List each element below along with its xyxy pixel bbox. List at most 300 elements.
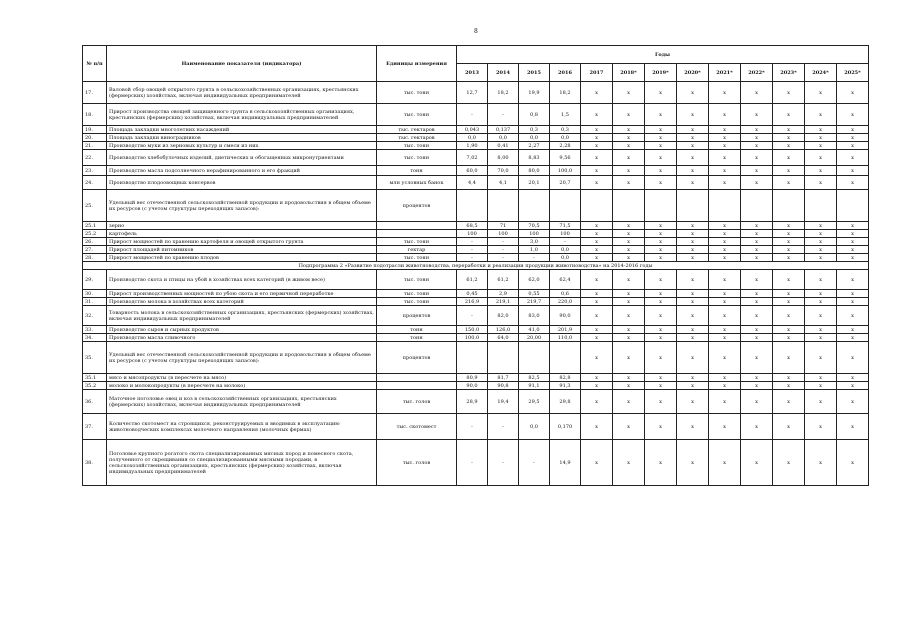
value-cell: х [581, 126, 613, 134]
value-cell: - [519, 254, 550, 262]
unit-cell: тыс. гектаров [377, 126, 457, 134]
value-cell: х [741, 374, 773, 382]
value-cell: 100,0 [457, 334, 488, 342]
value-cell: 20,7 [550, 176, 581, 190]
value-cell: х [677, 104, 709, 126]
value-cell: х [709, 166, 741, 176]
value-cell: х [613, 440, 645, 486]
header-year: 2019* [645, 64, 677, 82]
value-cell: х [805, 222, 837, 230]
value-cell [805, 190, 837, 222]
value-cell: х [677, 306, 709, 326]
value-cell: 61,2 [457, 270, 488, 290]
value-cell: х [645, 222, 677, 230]
table-row [83, 104, 869, 126]
value-cell: х [677, 374, 709, 382]
value-cell: 71 [488, 222, 519, 230]
value-cell: х [773, 334, 805, 342]
table-row [83, 222, 869, 230]
row-number: 38. [83, 440, 107, 486]
header-year: 2014 [488, 64, 519, 82]
value-cell: х [837, 440, 869, 486]
value-cell: х [645, 414, 677, 440]
value-cell: х [773, 306, 805, 326]
value-cell: х [805, 374, 837, 382]
value-cell: 100 [488, 230, 519, 238]
value-cell: 68,5 [457, 222, 488, 230]
value-cell: х [645, 238, 677, 246]
value-cell [581, 190, 613, 222]
value-cell: х [645, 298, 677, 306]
value-cell: х [773, 104, 805, 126]
value-cell: х [837, 82, 869, 104]
table-row [83, 230, 869, 238]
value-cell: х [613, 142, 645, 150]
value-cell: х [709, 150, 741, 166]
value-cell: 100 [519, 230, 550, 238]
unit-cell: тыс. тонн [377, 290, 457, 298]
value-cell: х [805, 150, 837, 166]
indicator-name: Удельный вес отечественной сельскохозяйственной продукции и продовольствия в общем объеме их ресурсов (с учетом структуры переходящих запасов): [107, 342, 377, 374]
unit-cell: тыс. тонн [377, 238, 457, 246]
value-cell: х [805, 254, 837, 262]
value-cell: х [645, 246, 677, 254]
value-cell: 80,9 [457, 374, 488, 382]
value-cell: х [645, 142, 677, 150]
value-cell: х [677, 390, 709, 414]
value-cell: х [773, 238, 805, 246]
row-number: 36. [83, 390, 107, 414]
value-cell: х [773, 290, 805, 298]
value-cell: 62,0 [519, 270, 550, 290]
header-num: № п/п [83, 46, 107, 82]
value-cell: х [805, 290, 837, 298]
value-cell: х [645, 382, 677, 390]
value-cell: 0,3 [550, 126, 581, 134]
value-cell: 18,2 [550, 82, 581, 104]
value-cell: х [581, 254, 613, 262]
value-cell [550, 190, 581, 222]
indicator-name: Количество скотомест на строящихся, реконструируемых и вводимых в эксплуатацию животноводческих комплексах молочного направления (молочных фермах) [107, 414, 377, 440]
value-cell: х [677, 134, 709, 142]
value-cell: 9,56 [550, 150, 581, 166]
value-cell: х [677, 254, 709, 262]
value-cell: 82,8 [550, 374, 581, 382]
value-cell: х [837, 150, 869, 166]
table-row [83, 176, 869, 190]
value-cell: х [741, 104, 773, 126]
value-cell: х [645, 254, 677, 262]
value-cell: - [488, 414, 519, 440]
value-cell: 150,0 [457, 326, 488, 334]
value-cell: х [677, 230, 709, 238]
value-cell: х [837, 134, 869, 142]
value-cell: х [709, 246, 741, 254]
value-cell: х [581, 238, 613, 246]
value-cell: х [837, 414, 869, 440]
value-cell: - [457, 306, 488, 326]
unit-cell: тонн [377, 166, 457, 176]
value-cell: - [457, 104, 488, 126]
value-cell: 0,170 [550, 414, 581, 440]
value-cell: х [837, 222, 869, 230]
value-cell: 90,8 [488, 382, 519, 390]
value-cell: х [581, 134, 613, 142]
table-row [83, 82, 869, 104]
value-cell: х [613, 326, 645, 334]
table-row [83, 270, 869, 290]
value-cell: х [773, 230, 805, 238]
value-cell: х [677, 298, 709, 306]
value-cell: х [613, 290, 645, 298]
value-cell: 2,28 [550, 142, 581, 150]
value-cell: х [773, 254, 805, 262]
unit-cell [377, 374, 457, 382]
indicator-name: Производство муки из зерновых культур и смеси из них [107, 142, 377, 150]
value-cell: х [709, 176, 741, 190]
value-cell [645, 190, 677, 222]
value-cell: х [805, 134, 837, 142]
value-cell: х [581, 166, 613, 176]
value-cell: х [645, 334, 677, 342]
value-cell: х [805, 440, 837, 486]
indicator-name: картофель [107, 230, 377, 238]
row-number: 37. [83, 414, 107, 440]
header-year: 2025* [837, 64, 869, 82]
table-row [83, 134, 869, 142]
unit-cell: тыс. голов [377, 440, 457, 486]
value-cell: х [773, 342, 805, 374]
value-cell: 0,043 [457, 126, 488, 134]
value-cell: х [581, 82, 613, 104]
value-cell: 19,4 [488, 390, 519, 414]
value-cell: 61,2 [488, 270, 519, 290]
value-cell: х [613, 306, 645, 326]
value-cell: х [741, 326, 773, 334]
value-cell: х [741, 390, 773, 414]
row-number: 33. [83, 326, 107, 334]
value-cell: х [645, 270, 677, 290]
value-cell: х [709, 342, 741, 374]
value-cell: 0,3 [519, 126, 550, 134]
value-cell: 100 [550, 230, 581, 238]
row-number: 26. [83, 238, 107, 246]
value-cell: х [677, 238, 709, 246]
value-cell: 0,137 [488, 126, 519, 134]
table-row [83, 334, 869, 342]
value-cell: х [613, 166, 645, 176]
value-cell: х [837, 290, 869, 298]
indicator-name: зерно [107, 222, 377, 230]
row-number: 35.1 [83, 374, 107, 382]
value-cell: х [805, 142, 837, 150]
value-cell [519, 342, 550, 374]
row-number: 24. [83, 176, 107, 190]
row-number: 25.1 [83, 222, 107, 230]
header-name: Наименование показателя (индикатора) [107, 46, 377, 82]
value-cell: 0,55 [519, 290, 550, 298]
indicator-name: Прирост производственных мощностей по убою скота и его первичной переработке [107, 290, 377, 298]
value-cell: х [709, 440, 741, 486]
page-number: 8 [474, 28, 478, 35]
unit-cell: гектар [377, 246, 457, 254]
value-cell: 0,0 [550, 246, 581, 254]
value-cell: х [773, 270, 805, 290]
value-cell: 90,0 [457, 382, 488, 390]
value-cell: 1,5 [550, 104, 581, 126]
value-cell [677, 190, 709, 222]
row-number: 28. [83, 254, 107, 262]
value-cell: х [645, 440, 677, 486]
indicator-name: Площадь закладки виноградников [107, 134, 377, 142]
unit-cell: тыс. голов [377, 390, 457, 414]
unit-cell: тыс. гектаров [377, 134, 457, 142]
value-cell [741, 190, 773, 222]
value-cell [488, 342, 519, 374]
value-cell: х [677, 150, 709, 166]
value-cell: х [741, 134, 773, 142]
value-cell [613, 190, 645, 222]
value-cell: х [805, 326, 837, 334]
value-cell: х [709, 82, 741, 104]
value-cell: х [709, 414, 741, 440]
value-cell: 126,0 [488, 326, 519, 334]
value-cell: - [457, 254, 488, 262]
value-cell: 82,5 [519, 374, 550, 382]
value-cell: х [837, 254, 869, 262]
value-cell: х [837, 390, 869, 414]
value-cell: х [645, 390, 677, 414]
row-number: 21. [83, 142, 107, 150]
indicator-name: мясо и мясопродукты (в пересчете на мясо) [107, 374, 377, 382]
table-row [83, 414, 869, 440]
value-cell: 216,9 [457, 298, 488, 306]
value-cell: х [773, 150, 805, 166]
value-cell: х [773, 176, 805, 190]
value-cell: 29,8 [550, 390, 581, 414]
value-cell: х [613, 134, 645, 142]
indicator-name: Прирост мощностей по хранению плодов [107, 254, 377, 262]
row-number: 23. [83, 166, 107, 176]
value-cell: х [773, 134, 805, 142]
value-cell: х [645, 82, 677, 104]
header-year: 2013 [457, 64, 488, 82]
value-cell: х [805, 306, 837, 326]
table-row [83, 306, 869, 326]
unit-cell: процентов [377, 306, 457, 326]
table-row [83, 126, 869, 134]
value-cell: х [773, 142, 805, 150]
value-cell: х [581, 390, 613, 414]
value-cell: х [581, 176, 613, 190]
value-cell: х [677, 342, 709, 374]
value-cell: 1,0 [519, 246, 550, 254]
value-cell: х [773, 166, 805, 176]
indicator-name: Удельный вес отечественной сельскохозяйственной продукции и продовольствия в общем объеме их ресурсов (с учетом структуры переходящих запасов): [107, 190, 377, 222]
value-cell: х [677, 222, 709, 230]
unit-cell: процентов [377, 190, 457, 222]
value-cell: х [837, 382, 869, 390]
indicator-name: Производство молока в хозяйствах всех категорий [107, 298, 377, 306]
value-cell: х [837, 342, 869, 374]
value-cell: 19,9 [519, 82, 550, 104]
value-cell: х [709, 334, 741, 342]
value-cell: х [613, 104, 645, 126]
unit-cell: тыс. тонн [377, 104, 457, 126]
value-cell: 0,41 [488, 142, 519, 150]
header-year: 2020* [677, 64, 709, 82]
row-number: 17. [83, 82, 107, 104]
row-number: 30. [83, 290, 107, 298]
value-cell: х [613, 342, 645, 374]
header-year: 2018* [613, 64, 645, 82]
value-cell: х [709, 306, 741, 326]
value-cell: х [741, 126, 773, 134]
value-cell: х [581, 382, 613, 390]
value-cell: х [741, 270, 773, 290]
value-cell: х [581, 342, 613, 374]
row-number: 31. [83, 298, 107, 306]
value-cell: 64,0 [488, 334, 519, 342]
value-cell: х [613, 222, 645, 230]
indicator-name: Производство скота и птицы на убой в хозяйствах всех категорий (в живом весе) [107, 270, 377, 290]
table-row [83, 150, 869, 166]
indicator-name: Производство хлебобулочных изделий, диетических и обогащенных микронутриентами [107, 150, 377, 166]
unit-cell: тыс. скотомест [377, 414, 457, 440]
value-cell: х [773, 414, 805, 440]
row-number: 20. [83, 134, 107, 142]
value-cell: х [741, 306, 773, 326]
header-year: 2015 [519, 64, 550, 82]
value-cell: х [805, 382, 837, 390]
value-cell: х [677, 440, 709, 486]
value-cell: 3,0 [519, 238, 550, 246]
unit-cell [377, 230, 457, 238]
value-cell: 2,27 [519, 142, 550, 150]
unit-cell: тонн [377, 334, 457, 342]
value-cell: х [741, 334, 773, 342]
table-row [83, 190, 869, 222]
value-cell: - [488, 246, 519, 254]
value-cell: х [805, 104, 837, 126]
value-cell: 0,0 [550, 254, 581, 262]
value-cell [457, 342, 488, 374]
value-cell: 7,02 [457, 150, 488, 166]
indicator-name: Прирост производства овощей защищенного грунта в сельскохозяйственных организациях, крестьянских (фермерских) хозяйствах, включая индивидуальных предпринимателей [107, 104, 377, 126]
unit-cell: млн условных банок [377, 176, 457, 190]
value-cell: - [488, 104, 519, 126]
value-cell: х [805, 342, 837, 374]
value-cell: х [709, 126, 741, 134]
value-cell: 8,83 [519, 150, 550, 166]
table-row [83, 238, 869, 246]
value-cell: х [581, 440, 613, 486]
value-cell: х [645, 176, 677, 190]
value-cell: х [709, 374, 741, 382]
table-row [83, 166, 869, 176]
indicator-name: Производство сыров и сырных продуктов [107, 326, 377, 334]
value-cell [709, 190, 741, 222]
value-cell: х [677, 414, 709, 440]
value-cell: х [613, 82, 645, 104]
value-cell: х [805, 230, 837, 238]
value-cell: 201,9 [550, 326, 581, 334]
value-cell: х [645, 230, 677, 238]
value-cell: 60,0 [457, 166, 488, 176]
value-cell: х [837, 326, 869, 334]
value-cell: х [741, 230, 773, 238]
indicators-table [82, 45, 869, 486]
value-cell: х [741, 246, 773, 254]
value-cell [550, 342, 581, 374]
value-cell: х [741, 290, 773, 298]
value-cell: 0,0 [519, 414, 550, 440]
value-cell: 83,0 [519, 306, 550, 326]
value-cell: х [581, 414, 613, 440]
value-cell: х [837, 334, 869, 342]
indicator-name: молоко и молокопродукты (в пересчете на молоко) [107, 382, 377, 390]
value-cell: х [645, 126, 677, 134]
value-cell: 4,1 [488, 176, 519, 190]
value-cell: 80,0 [519, 166, 550, 176]
value-cell: х [741, 176, 773, 190]
value-cell: 100,0 [550, 166, 581, 176]
value-cell: 2,9 [488, 290, 519, 298]
header-year: 2022* [741, 64, 773, 82]
value-cell: х [741, 238, 773, 246]
value-cell: х [773, 298, 805, 306]
value-cell: х [773, 440, 805, 486]
value-cell: х [645, 166, 677, 176]
table-row [83, 298, 869, 306]
value-cell: 100 [457, 230, 488, 238]
table-row [83, 254, 869, 262]
value-cell: 219,7 [519, 298, 550, 306]
value-cell: х [709, 254, 741, 262]
value-cell: х [709, 238, 741, 246]
table-row [83, 440, 869, 486]
value-cell: х [709, 142, 741, 150]
value-cell [773, 190, 805, 222]
value-cell: х [773, 374, 805, 382]
value-cell: х [837, 298, 869, 306]
value-cell: х [837, 166, 869, 176]
value-cell: х [677, 142, 709, 150]
value-cell: 41,0 [519, 326, 550, 334]
value-cell: - [488, 238, 519, 246]
value-cell: 4,4 [457, 176, 488, 190]
value-cell: х [581, 142, 613, 150]
value-cell: х [805, 126, 837, 134]
value-cell: х [645, 104, 677, 126]
table-row [83, 142, 869, 150]
value-cell: - [550, 238, 581, 246]
value-cell: х [805, 298, 837, 306]
value-cell: х [773, 126, 805, 134]
value-cell: х [581, 334, 613, 342]
value-cell: х [709, 270, 741, 290]
unit-cell: тыс. тонн [377, 254, 457, 262]
value-cell: 0,8 [519, 104, 550, 126]
value-cell: 0,0 [519, 134, 550, 142]
value-cell: х [613, 176, 645, 190]
value-cell: х [837, 104, 869, 126]
value-cell: х [805, 414, 837, 440]
value-cell: х [805, 82, 837, 104]
value-cell: х [677, 176, 709, 190]
value-cell: х [837, 374, 869, 382]
table-row [83, 290, 869, 298]
